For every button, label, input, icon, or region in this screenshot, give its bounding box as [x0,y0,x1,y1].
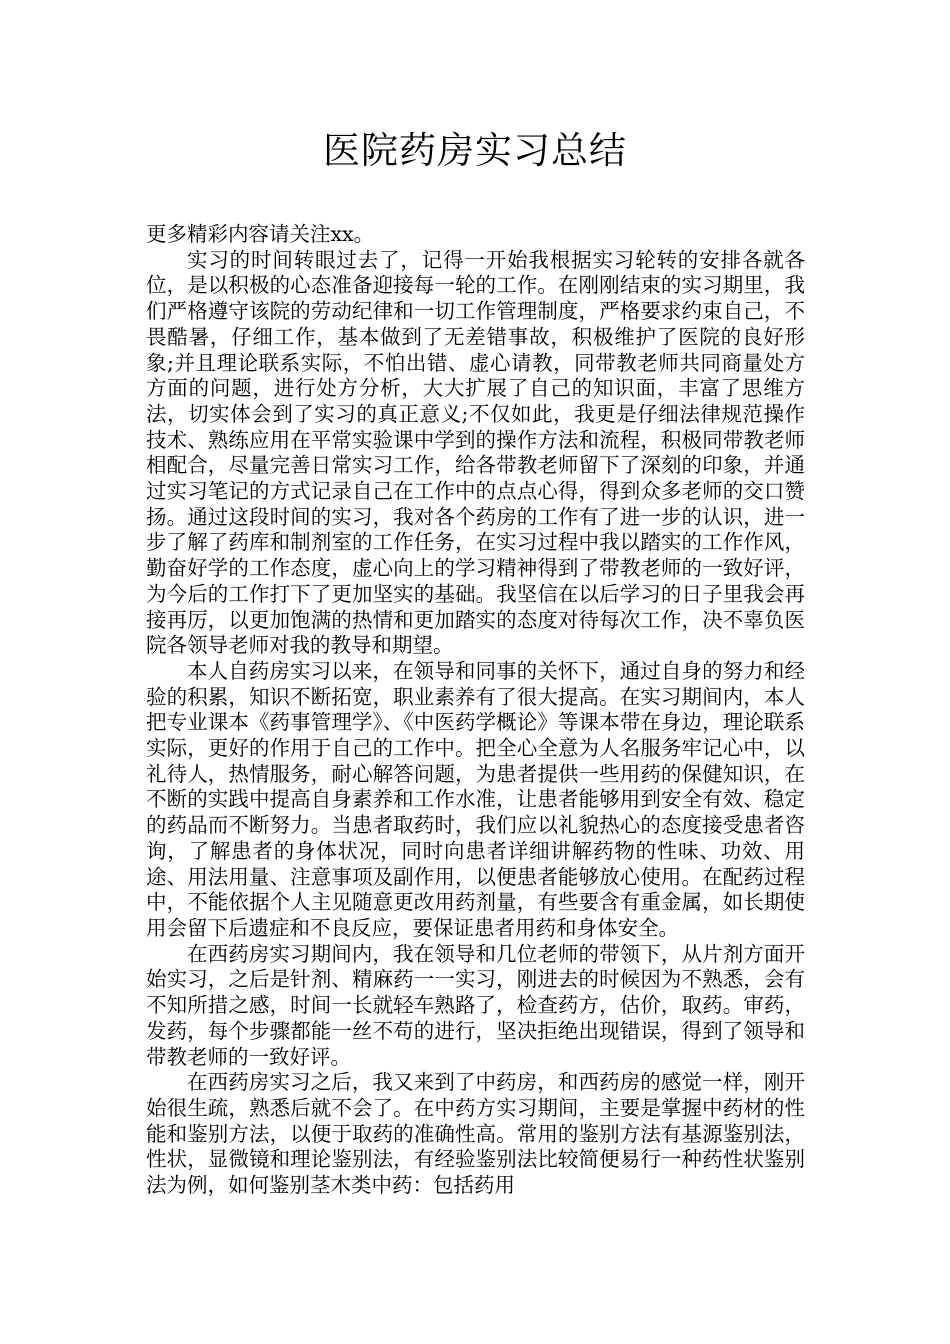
paragraph-4: 在西药房实习之后，我又来到了中药房，和西药房的感觉一样，刚开始很生疏，熟悉后就不会了。在中药方实习期间，主要是掌握中药材的性能和鉴别方法，以便于取药的准确性高。常用的鉴别方法有基源鉴别法，性状，显微镜和理论鉴别法，有经验鉴别法比较简便易行一种药性状鉴别法为例，如何鉴别茎木类中药：包括药用 [146,1070,805,1198]
paragraph-3: 在西药房实习期间内，我在领导和几位老师的带领下，从片剂方面开始实习，之后是针剂、精麻药一一实习，刚进去的时候因为不熟悉，会有不知所措之感，时间一长就轻车熟路了，检查药方，估价，取药。审药，发药，每个步骤都能一丝不苟的进行，坚决拒绝出现错误，得到了领导和带教老师的一致好评。 [146,941,805,1069]
intro-line: 更多精彩内容请关注xx。 [146,222,375,246]
paragraph-2: 本人自药房实习以来，在领导和同事的关怀下，通过自身的努力和经验的积累，知识不断拓宽，职业素养有了很大提高。在实习期间内，本人把专业课本《药事管理学》、《中医药学概论》等课本带在身边，理论联系实际，更好的作用于自己的工作中。把全心全意为人名服务牢记心中，以礼待人，热情服务，耐心解答问题，为患者提供一些用药的保健知识，在不断的实践中提高自身素养和工作水准，让患者能够用到安全有效、稳定的药品而不断努力。当患者取药时，我们应以礼貌热心的态度接受患者咨询，了解患者的身体状况，同时向患者详细讲解药物的性味、功效、用途、用法用量、注意事项及副作用，以便患者能够放心使用。在配药过程中，不能依据个人主见随意更改用药剂量，有些要含有重金属，如长期使用会留下后遗症和不良反应，要保证患者用药和身体安全。 [146,658,805,940]
document-title: 医院药房实习总结 [323,129,627,172]
document-body [146,222,805,1199]
paragraph-1: 实习的时间转眼过去了，记得一开始我根据实习轮转的安排各就各位，是以积极的心态准备迎接每一轮的工作。在刚刚结束的实习期里，我们严格遵守该院的劳动纪律和一切工作管理制度，严格要求约束自己，不畏酷暑，仔细工作，基本做到了无差错事故，积极维护了医院的良好形象;并且理论联系实际，不怕出错、虚心请教，同带教老师共同商量处方方面的问题，进行处方分析，大大扩展了自己的知识面，丰富了思维方法，切实体会到了实习的真正意义;不仅如此，我更是仔细法律规范操作技术、熟练应用在平常实验课中学到的操作方法和流程，积极同带教老师相配合，尽量完善日常实习工作，给各带教老师留下了深刻的印象，并通过实习笔记的方式记录自己在工作中的点点心得，得到众多老师的交口赞扬。通过这段时间的实习，我对各个药房的工作有了进一步的认识，进一步了解了药库和制剂室的工作任务，在实习过程中我以踏实的工作作风，勤奋好学的工作态度，虚心向上的学习精神得到了带教老师的一致好评，为今后的工作打下了更加坚实的基础。我坚信在以后学习的日子里我会再接再厉，以更加饱满的热情和更加踏实的态度对待每次工作，决不辜负医院各领导老师对我的教导和期望。 [146,247,805,658]
